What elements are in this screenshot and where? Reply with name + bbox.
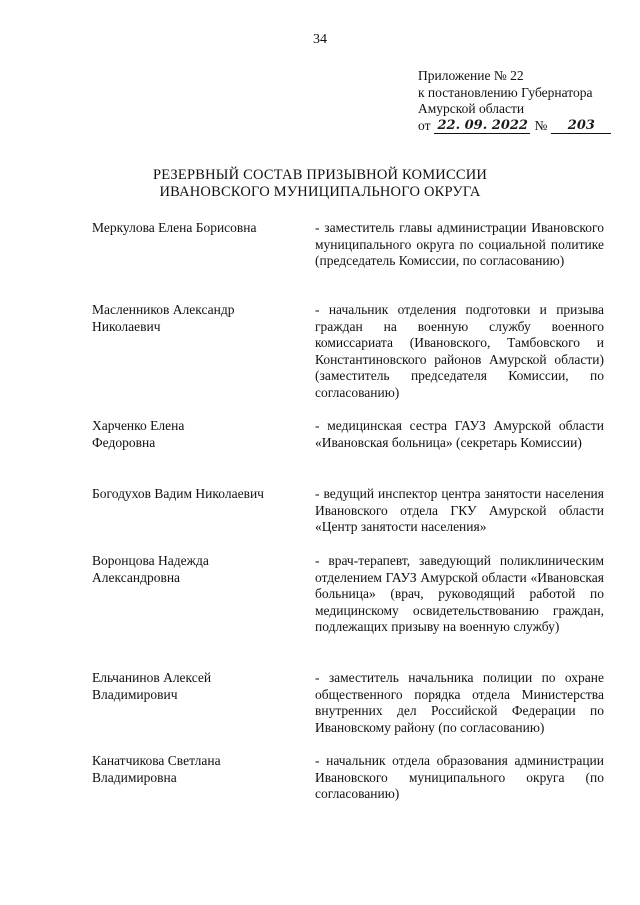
member-role: - начальник отдела образования администрации Ивановского муниципального округа (по согласованию) — [315, 753, 604, 802]
date-prefix: от — [418, 117, 431, 133]
member-role: - заместитель главы администрации Ивановского муниципального округа по социальной политике (председатель Комиссии, по согласованию) — [315, 220, 604, 269]
member-row — [92, 486, 604, 536]
title-line-1: РЕЗЕРВНЫЙ СОСТАВ ПРИЗЫВНОЙ КОМИССИИ — [152, 167, 488, 183]
appendix-decree-line: к постановлению Губернатора — [418, 84, 593, 100]
member-name: Харченко Елена Федоровна — [92, 418, 185, 450]
title-line-2: ИВАНОВСКОГО МУНИЦИПАЛЬНОГО ОКРУГА — [159, 184, 481, 200]
handwritten-date: 22. 09. 2022 — [434, 118, 530, 134]
member-name: Меркулова Елена Борисовна — [92, 220, 257, 235]
member-role: - медицинская сестра ГАУЗ Амурской области «Ивановская больница» (секретарь Комиссии) — [315, 418, 604, 450]
member-row — [92, 220, 604, 270]
member-name: Ельчанинов Алексей Владимирович — [92, 670, 212, 702]
member-role: - начальник отделения подготовки и призыва граждан на военную службу военного комиссариата (Ивановского, Тамбовского и Константиновского районов Амурской области) (заместитель председателя Комиссии, по согласованию) — [315, 302, 604, 400]
appendix-date-line — [418, 118, 611, 135]
member-role: - ведущий инспектор центра занятости населения Ивановского отдела ГКУ Амурской области «Центр занятости населения» — [315, 486, 604, 535]
member-role: - врач-терапевт, заведующий поликлиническим отделением ГАУЗ Амурской области «Ивановская больница» (врач, руководящий работой по медицинскому освидетельствованию граждан, подлежащих призыву на военную службу) — [315, 553, 604, 635]
member-name: Воронцова Надежда Александровна — [92, 553, 209, 585]
member-name: Масленников Александр Николаевич — [92, 302, 235, 334]
member-role: - заместитель начальника полиции по охране общественного порядка отдела Министерства внутренних дел Российской Федерации по Ивановскому району (по согласованию) — [315, 670, 604, 735]
handwritten-number: 203 — [551, 118, 611, 134]
document-title — [0, 167, 640, 201]
page-number: 34 — [313, 32, 327, 47]
member-name: Богодухов Вадим Николаевич — [92, 486, 264, 501]
appendix-region-line: Амурской области — [418, 101, 525, 116]
member-row — [92, 753, 604, 803]
member-row — [92, 670, 604, 736]
member-name: Канатчикова Светлана Владимировна — [92, 753, 221, 785]
appendix-block — [418, 68, 611, 134]
member-row — [92, 302, 604, 402]
number-prefix: № — [534, 117, 548, 133]
member-row — [92, 418, 604, 451]
member-row — [92, 553, 604, 636]
appendix-title: Приложение № 22 — [418, 68, 524, 83]
